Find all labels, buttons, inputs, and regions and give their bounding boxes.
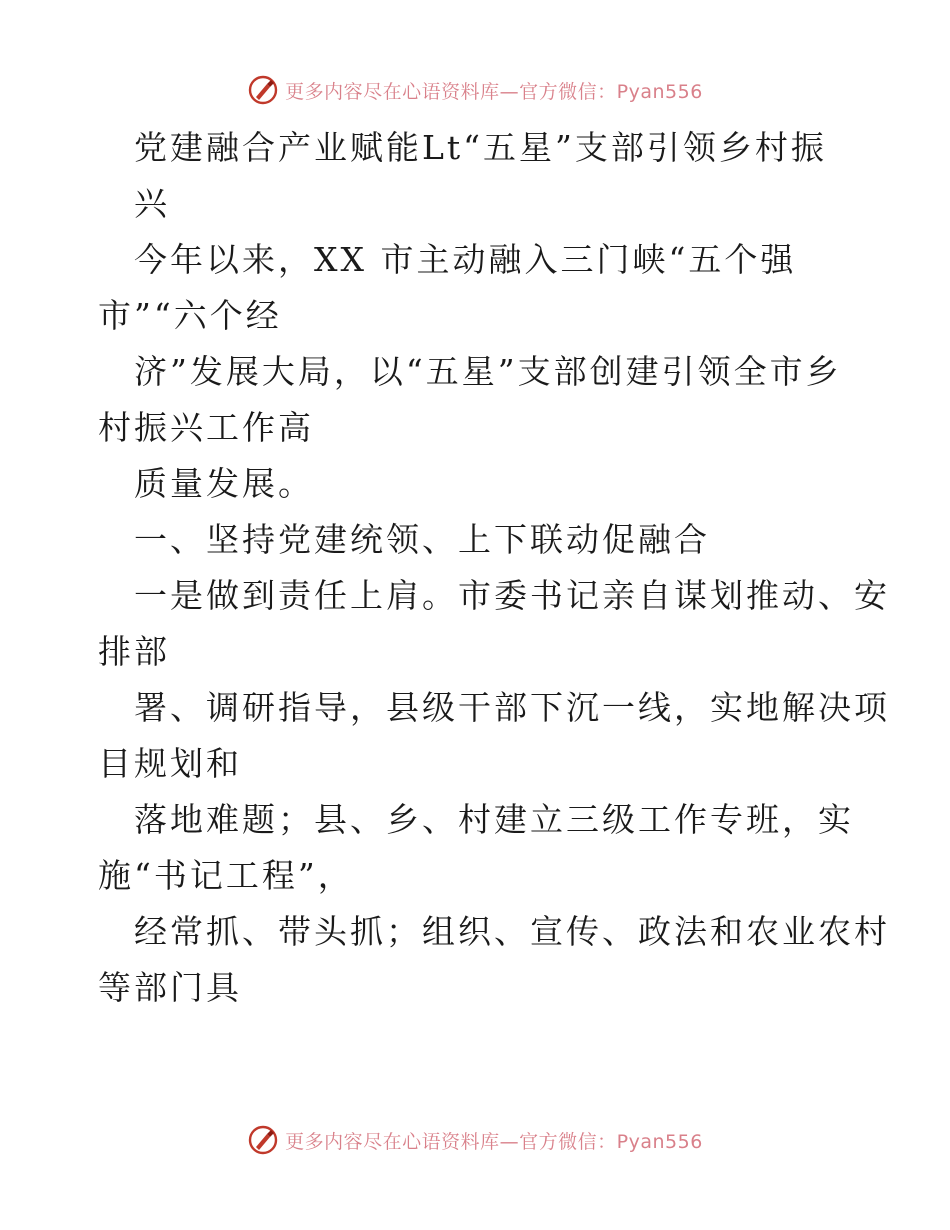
pen-logo-icon <box>247 74 279 106</box>
doc-line: 一、坚持党建统领、上下联动促融合 <box>134 520 710 559</box>
doc-line: 落地难题；县、乡、村建立三级工作专班，实 <box>134 800 854 839</box>
doc-line: 一是做到责任上肩。市委书记亲自谋划推动、安 <box>134 576 890 615</box>
doc-line: 村振兴工作高 <box>98 408 314 447</box>
doc-line: 目规划和 <box>98 744 242 783</box>
watermark-text: 更多内容尽在心语资料库—官方微信：Pyan556 <box>285 1130 703 1153</box>
doc-line: 今年以来，XX 市主动融入三门峡“五个强 <box>134 240 797 279</box>
watermark-text: 更多内容尽在心语资料库—官方微信：Pyan556 <box>285 80 703 103</box>
doc-line: 市”“六个经 <box>98 296 282 335</box>
document-body <box>98 120 890 1016</box>
header-watermark <box>0 70 950 110</box>
doc-line: 党建融合产业赋能Lt“五星”支部引领乡村振 <box>134 128 827 167</box>
doc-line: 施“书记工程”， <box>98 856 354 895</box>
doc-line: 经常抓、带头抓；组织、宣传、政法和农业农村 <box>134 912 890 951</box>
footer-watermark <box>0 1120 950 1160</box>
doc-line: 等部门具 <box>98 968 242 1007</box>
doc-line: 署、调研指导，县级干部下沉一线，实地解决项 <box>134 688 890 727</box>
doc-line: 排部 <box>98 632 170 671</box>
doc-line: 济”发展大局，以“五星”支部创建引领全市乡 <box>134 352 842 391</box>
pen-logo-icon <box>247 1124 279 1156</box>
doc-line: 兴 <box>134 184 170 223</box>
doc-line: 质量发展。 <box>134 464 314 503</box>
